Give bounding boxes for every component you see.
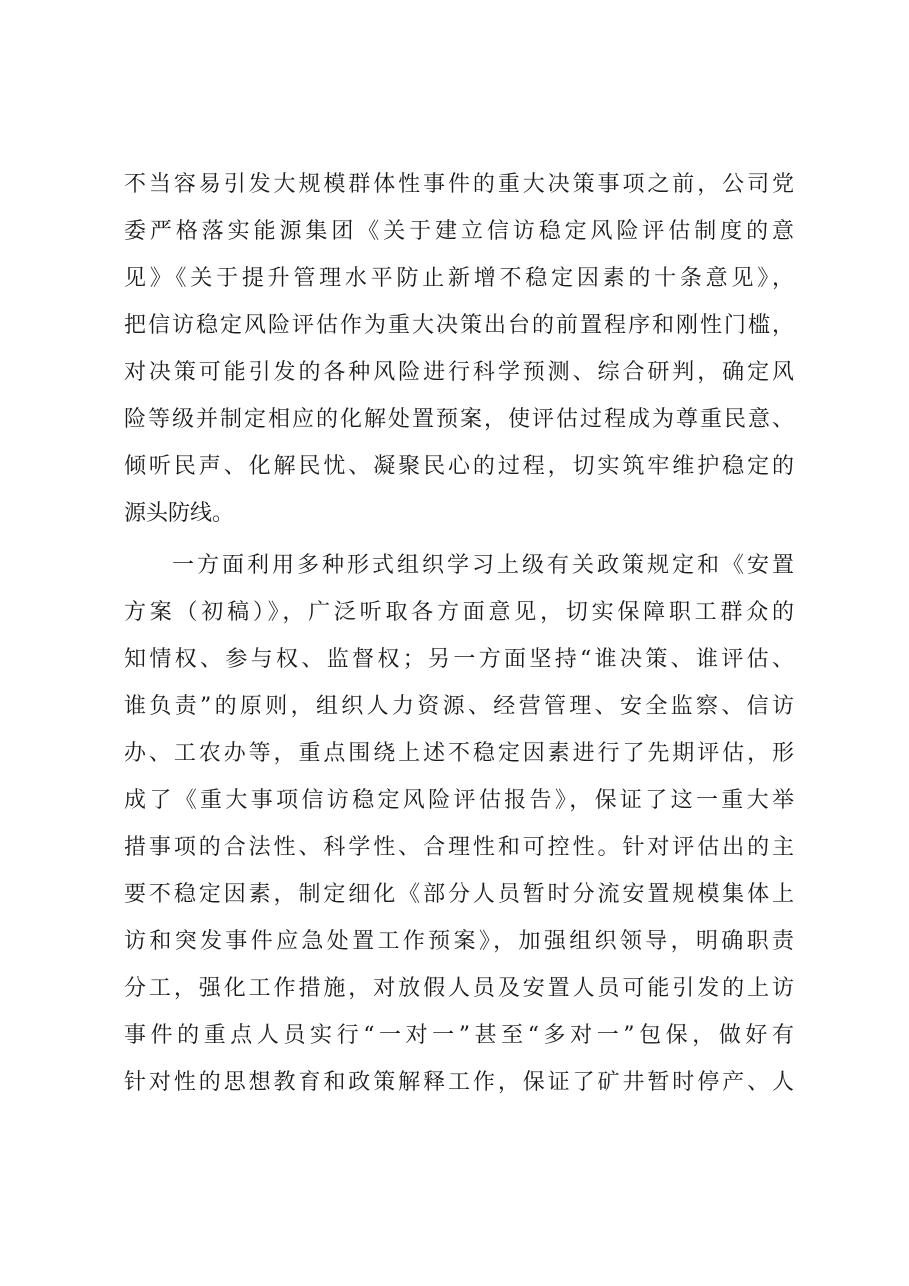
paragraph-2-line-4: 谁负责”的原则，组织人力资源、经营管理、安全监察、信访: [124, 694, 794, 719]
paragraph-2-line-2: 方案（初稿）》，广泛听取各方面意见，切实保障职工群众的: [124, 600, 794, 625]
paragraph-2-line-11: 事件的重点人员实行“一对一”甚至“多对一”包保，做好有: [124, 1023, 794, 1048]
paragraph-2-line-8: 要不稳定因素，制定细化《部分人员暂时分流安置规模集体上: [124, 882, 794, 907]
paragraph-2-line-5: 办、工农办等，重点围绕上述不稳定因素进行了先期评估，形: [124, 741, 794, 766]
paragraph-2-line-12: 针对性的思想教育和政策解释工作，保证了矿井暂时停产、人: [124, 1070, 794, 1095]
paragraph-1-line-7: 倾听民声、化解民忧、凝聚民心的过程，切实筑牢维护稳定的: [124, 454, 794, 479]
paragraph-2-line-9: 访和突发事件应急处置工作预案》，加强组织领导，明确职责: [124, 929, 794, 954]
paragraph-1-line-2: 委严格落实能源集团《关于建立信访稳定风险评估制度的意: [124, 219, 794, 244]
paragraph-2-line-1: 一方面利用多种形式组织学习上级有关政策规定和《安置: [172, 553, 794, 578]
paragraph-1-line-5: 对决策可能引发的各种风险进行科学预测、综合研判，确定风: [124, 360, 794, 385]
paragraph-2-line-10: 分工，强化工作措施，对放假人员及安置人员可能引发的上访: [124, 976, 794, 1001]
paragraph-2-line-6: 成了《重大事项信访稳定风险评估报告》，保证了这一重大举: [124, 788, 794, 813]
paragraph-1-line-1: 不当容易引发大规模群体性事件的重大决策事项之前，公司党: [124, 172, 794, 197]
paragraph-1-line-8: 源头防线。: [124, 501, 235, 526]
paragraph-1-line-6: 险等级并制定相应的化解处置预案，使评估过程成为尊重民意、: [124, 407, 794, 432]
paragraph-2-line-3: 知情权、参与权、监督权；另一方面坚持“谁决策、谁评估、: [124, 647, 794, 672]
paragraph-2-line-7: 措事项的合法性、科学性、合理性和可控性。针对评估出的主: [124, 835, 794, 860]
paragraph-1-line-3: 见》《关于提升管理水平防止新增不稳定因素的十条意见》，: [124, 266, 794, 291]
paragraph-1-line-4: 把信访稳定风险评估作为重大决策出台的前置程序和刚性门槛，: [124, 313, 794, 338]
